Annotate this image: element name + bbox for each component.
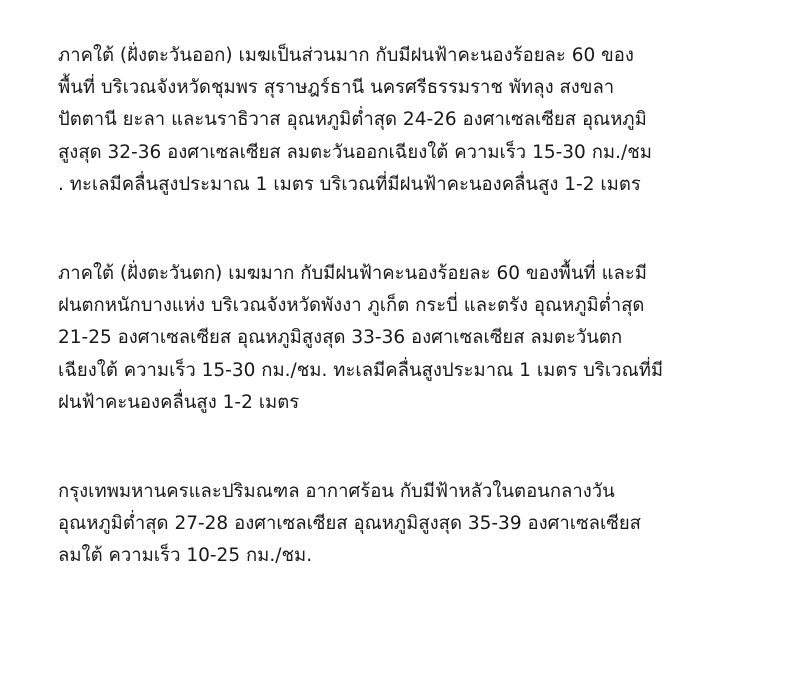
text-line: เฉียงใต้ ความเร็ว 15-30 กม./ชม. ทะเลมีคลื่นสูงประมาณ 1 เมตร บริเวณที่มี (58, 359, 664, 381)
paragraph-bangkok (58, 476, 788, 573)
text-line: สูงสุด 32-36 องศาเซลเซียส ลมตะวันออกเฉียงใต้ ความเร็ว 15-30 กม./ชม (58, 141, 652, 163)
paragraph-south-west (58, 258, 788, 419)
text-line: . ทะเลมีคลื่นสูงประมาณ 1 เมตร บริเวณที่มีฝนฟ้าคะนองคลื่นสูง 1-2 เมตร (58, 173, 641, 195)
text-line: อุณหภูมิต่ำสุด 27-28 องศาเซลเซียส อุณหภูมิสูงสุด 35-39 องศาเซลเซียส (58, 513, 641, 535)
text-line: ฝนฟ้าคะนองคลื่นสูง 1-2 เมตร (58, 391, 300, 413)
text-line: ภาคใต้ (ฝั่งตะวันออก) เมฆเป็นส่วนมาก กับมีฝนฟ้าคะนองร้อยละ 60 ของ (58, 45, 634, 66)
text-line: ลมใต้ ความเร็ว 10-25 กม./ชม. (58, 545, 313, 567)
text-line: 21-25 องศาเซลเซียส อุณหภูมิสูงสุด 33-36 องศาเซลเซียส ลมตะวันตก (58, 327, 623, 349)
forecast-document (58, 40, 788, 572)
text-line: พื้นที่ บริเวณจังหวัดชุมพร สุราษฎร์ธานี นครศรีธรรมราช พัทลุง สงขลา (58, 77, 615, 99)
text-line: ฝนตกหนักบางแห่ง บริเวณจังหวัดพังงา ภูเก็ต กระบี่ และตรัง อุณหภูมิต่ำสุด (58, 295, 645, 317)
paragraph-south-east (58, 40, 788, 201)
text-line: กรุงเทพมหานครและปริมณฑล อากาศร้อน กับมีฟ้าหลัวในตอนกลางวัน (58, 480, 615, 502)
text-line: ภาคใต้ (ฝั่งตะวันตก) เมฆมาก กับมีฝนฟ้าคะนองร้อยละ 60 ของพื้นที่ และมี (58, 262, 647, 284)
text-line: ปัตตานี ยะลา และนราธิวาส อุณหภูมิต่ำสุด 24-26 องศาเซลเซียส อุณหภูมิ (58, 109, 647, 131)
